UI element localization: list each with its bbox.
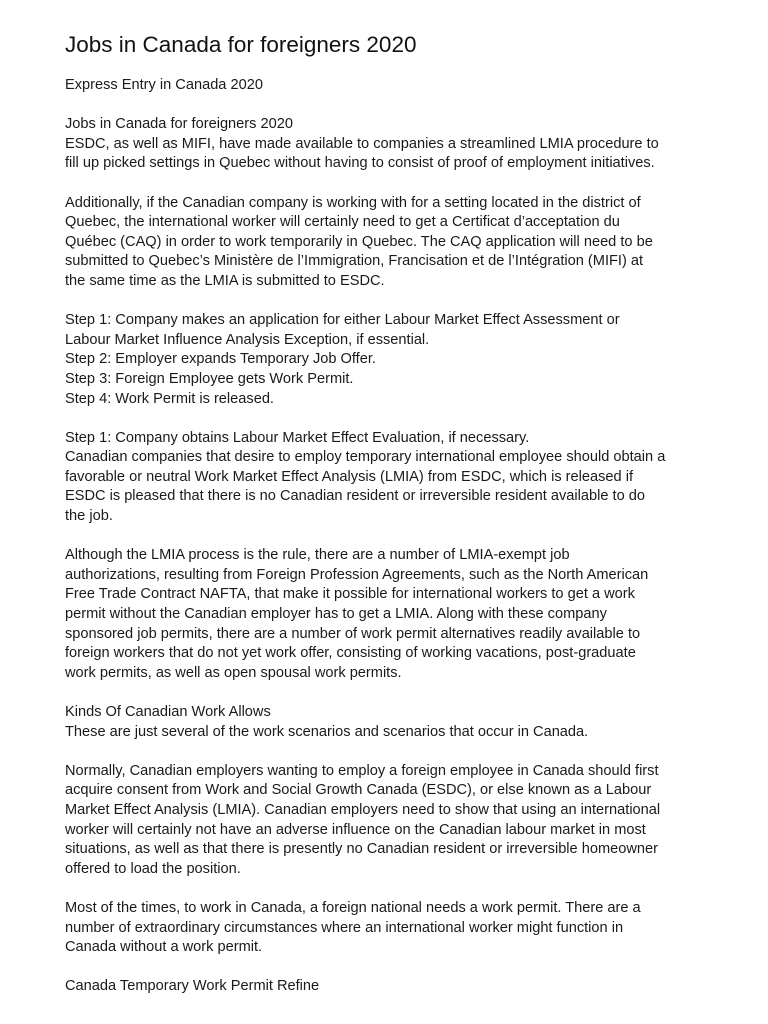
- paragraph: [65, 899, 728, 958]
- text-line: acquire consent from Work and Social Growth Canada (ESDC), or else known as a Labour: [65, 782, 652, 799]
- text-line: worker will certainly not have an adverse influence on the Canadian labour market in most: [65, 821, 646, 838]
- text-line: Québec (CAQ) in order to work temporarily in Quebec. The CAQ application will need to be: [65, 233, 653, 250]
- text-line: Normally, Canadian employers wanting to employ a foreign employee in Canada should first: [65, 762, 659, 779]
- paragraph: [65, 546, 728, 683]
- text-line: Kinds Of Canadian Work Allows: [65, 704, 271, 720]
- text-line: Jobs in Canada for foreigners 2020: [65, 116, 293, 133]
- paragraph-spacer: [65, 879, 728, 899]
- text-line: Although the LMIA process is the rule, there are a number of LMIA-exempt job: [65, 547, 570, 564]
- text-line: ESDC, as well as MIFI, have made available to companies a streamlined LMIA procedure to: [65, 135, 659, 152]
- text-line: Canada Temporary Work Permit Refine: [65, 978, 320, 995]
- paragraph: [65, 977, 728, 997]
- text-line: Step 4: Work Permit is released.: [65, 390, 274, 407]
- text-line: These are just several of the work scenarios and scenarios that occur in Canada.: [65, 723, 589, 740]
- text-line: permit without the Canadian employer has to get a LMIA. Along with these company: [65, 606, 607, 623]
- document-body: [65, 76, 728, 997]
- paragraph: [65, 194, 728, 292]
- text-line: Most of the times, to work in Canada, a foreign national needs a work permit. There are a: [65, 899, 641, 916]
- text-line: foreign workers that do not yet work offer, consisting of working vacations, post-graduate: [65, 645, 636, 662]
- text-line: work permits, as well as open spousal work permits.: [65, 664, 402, 681]
- paragraph-spacer: [65, 96, 728, 116]
- paragraph: [65, 703, 728, 742]
- paragraph: [65, 76, 728, 96]
- text-line: Step 2: Employer expands Temporary Job Offer.: [65, 351, 376, 368]
- text-line: Quebec, the international worker will certainly need to get a Certificat d’acceptation du: [65, 214, 620, 231]
- paragraph-spacer: [65, 292, 728, 312]
- paragraph: [65, 311, 728, 409]
- text-line: the job.: [65, 508, 113, 525]
- text-line: submitted to Quebec’s Ministère de l’Immigration, Francisation et de l’Intégration (MIFI) at: [65, 253, 644, 270]
- text-line: number of extraordinary circumstances where an international worker might function in: [65, 919, 624, 936]
- paragraph-spacer: [65, 527, 728, 547]
- paragraph: [65, 429, 728, 527]
- text-line: Market Effect Analysis (LMIA). Canadian employers need to show that using an international: [65, 801, 661, 818]
- paragraph-spacer: [65, 409, 728, 429]
- paragraph-spacer: [65, 683, 728, 703]
- text-line: Express Entry in Canada 2020: [65, 77, 263, 93]
- paragraph-spacer: [65, 742, 728, 762]
- paragraph-spacer: [65, 958, 728, 978]
- text-line: Canada without a work permit.: [65, 939, 263, 956]
- text-line: Step 1: Company obtains Labour Market Effect Evaluation, if necessary.: [65, 429, 530, 446]
- page-title: Jobs in Canada for foreigners 2020: [65, 32, 417, 57]
- paragraph-spacer: [65, 174, 728, 194]
- text-line: Free Trade Contract NAFTA, that make it possible for international workers to get a work: [65, 586, 635, 603]
- text-line: sponsored job permits, there are a number of work permit alternatives readily available to: [65, 625, 641, 642]
- text-line: offered to load the position.: [65, 860, 241, 877]
- text-line: fill up picked settings in Quebec without having to consist of proof of employment initiatives.: [65, 155, 655, 172]
- paragraph: [65, 115, 728, 174]
- paragraph: [65, 762, 728, 880]
- text-line: Additionally, if the Canadian company is working with for a setting located in the district of: [65, 194, 641, 211]
- text-line: Canadian companies that desire to employ temporary international employee should obtain a: [65, 449, 666, 466]
- text-line: Labour Market Influence Analysis Exception, if essential.: [65, 331, 430, 348]
- text-line: situations, as well as that there is presently no Canadian resident or irreversible homeowner: [65, 841, 658, 858]
- text-line: favorable or neutral Work Market Effect Analysis (LMIA) from ESDC, which is released if: [65, 468, 634, 485]
- text-line: ESDC is pleased that there is no Canadian resident or irreversible resident available to do: [65, 488, 646, 505]
- text-line: Step 1: Company makes an application for either Labour Market Effect Assessment or: [65, 312, 620, 329]
- text-line: the same time as the LMIA is submitted to ESDC.: [65, 272, 385, 289]
- text-line: authorizations, resulting from Foreign Profession Agreements, such as the North American: [65, 566, 649, 583]
- text-line: Step 3: Foreign Employee gets Work Permit.: [65, 370, 354, 387]
